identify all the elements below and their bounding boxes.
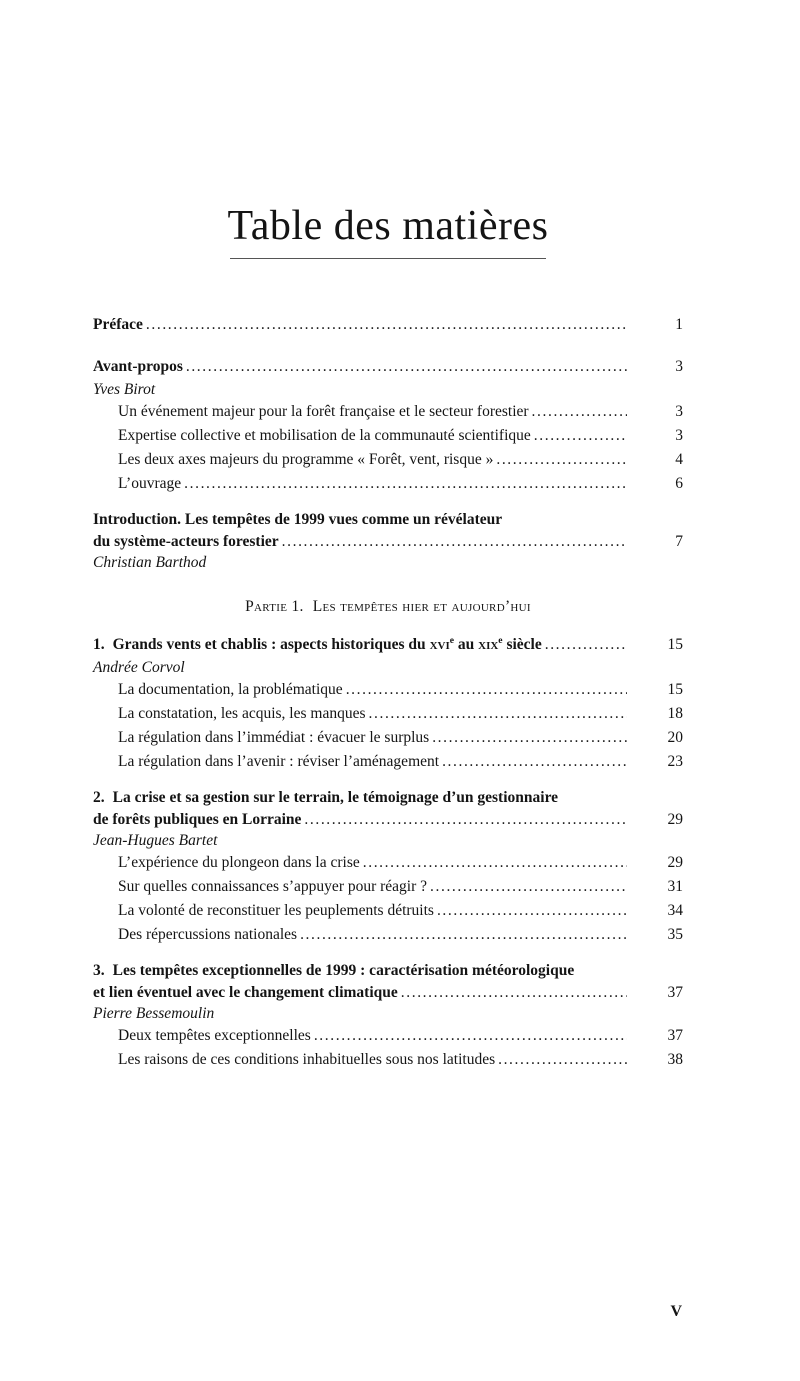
ordinal-superscript: e: [498, 634, 503, 646]
subentry-label: La constatation, les acquis, les manques: [118, 705, 366, 722]
toc-entry-chapter-2-line1: [93, 787, 683, 809]
chapter-title-text: siècle: [502, 636, 542, 653]
chapter-title-text: Grands vents et chablis : aspects historiques du: [112, 636, 430, 653]
toc-subentry: [93, 875, 683, 899]
chapter-title-text: et lien éventuel avec le changement climatique: [93, 983, 398, 1001]
dot-leader: [432, 726, 627, 750]
entry-page-number: 35: [667, 926, 683, 943]
subentry-label: L’ouvrage: [118, 475, 182, 492]
entry-page-number: 6: [675, 475, 683, 492]
page-folio: V: [670, 1303, 682, 1320]
part-label: Partie 1.: [245, 598, 304, 615]
subentry-label: Les deux axes majeurs du programme « Forêt, vent, risque »: [118, 451, 494, 468]
toc-subentry: [93, 424, 683, 448]
subentry-label: L’expérience du plongeon dans la crise: [118, 854, 360, 871]
toc-subentry: [93, 400, 683, 424]
entry-label: Avant-propos: [93, 358, 183, 375]
entry-label: Introduction. Les tempêtes de 1999 vues comme un révélateur: [93, 511, 503, 528]
dot-leader: [496, 448, 627, 472]
toc-subentry: [93, 899, 683, 923]
chapter-number: 1.: [93, 636, 105, 653]
entry-page-number: 29: [667, 810, 683, 828]
toc-subentry: [93, 750, 683, 774]
chapter-number: 2.: [93, 789, 105, 806]
toc-subentry: [93, 726, 683, 750]
subentry-label: Deux tempêtes exceptionnelles: [118, 1027, 311, 1044]
toc-subentry: [93, 1024, 683, 1048]
dot-leader: [498, 1048, 627, 1072]
entry-page-number: 31: [667, 878, 683, 895]
entry-page-number: 34: [667, 902, 683, 919]
entry-page-number: 37: [667, 1027, 683, 1044]
title-underline-rule: [230, 258, 546, 259]
chapter-title: [93, 633, 542, 657]
toc-page: [0, 203, 800, 1320]
toc-entry-chapter-2-line2: [93, 809, 683, 831]
entry-page-number: 29: [667, 854, 683, 871]
dot-leader: [545, 633, 627, 657]
toc-entry-preface: [93, 313, 683, 337]
entry-page-number: 18: [667, 705, 683, 722]
toc-entry-chapter-3-line2: [93, 982, 683, 1004]
chapter-title-text: Les tempêtes exceptionnelles de 1999 : caractérisation météorologique: [112, 962, 575, 979]
chapter-number: 3.: [93, 962, 105, 979]
author-line: [93, 657, 683, 678]
toc-entry-chapter-3-line1: [93, 960, 683, 982]
entry-page-number: 15: [667, 636, 683, 653]
chapter-title-text: de forêts publiques en Lorraine: [93, 810, 302, 828]
toc-subentry: [93, 472, 683, 496]
entry-page-number: 3: [675, 358, 683, 375]
chapter-title-text: au: [454, 636, 479, 653]
dot-leader: [532, 400, 627, 424]
dot-leader: [369, 702, 627, 726]
chapter-title: [93, 787, 558, 809]
subentry-label: Les raisons de ces conditions inhabituelles sous nos latitudes: [118, 1051, 496, 1068]
entry-page-number: 20: [667, 729, 683, 746]
subentry-label: Sur quelles connaissances s’appuyer pour réagir ?: [118, 878, 428, 895]
author-name: Andrée Corvol: [93, 659, 185, 676]
page-title: Table des matières: [227, 203, 549, 249]
entry-page-number: 1: [675, 316, 683, 333]
dot-leader: [442, 750, 627, 774]
toc-subentry: [93, 851, 683, 875]
toc-subentry: [93, 1048, 683, 1072]
toc-entry-introduction-line2: [93, 531, 683, 553]
toc-entry-chapter-1: [93, 633, 683, 657]
dot-leader: [363, 851, 627, 875]
subentry-label: Des répercussions nationales: [118, 926, 298, 943]
toc-subentry: [93, 678, 683, 702]
author-name: Christian Barthod: [93, 554, 207, 571]
dot-leader: [314, 1024, 627, 1048]
entry-page-number: 4: [675, 451, 683, 468]
toc-entry-avant-propos: [93, 355, 683, 379]
entry-page-number: 3: [675, 403, 683, 420]
dot-leader: [401, 982, 627, 1004]
toc-entry-introduction-line1: [93, 509, 683, 531]
dot-leader: [282, 531, 627, 553]
chapter-title: [93, 960, 574, 982]
subentry-label: La régulation dans l’immédiat : évacuer le surplus: [118, 729, 430, 746]
entry-page-number: 38: [667, 1051, 683, 1068]
author-line: [93, 552, 683, 573]
toc-content: [93, 313, 683, 1072]
author-name: Yves Birot: [93, 381, 156, 398]
subentry-label: Un événement majeur pour la forêt française et le secteur forestier: [118, 403, 529, 420]
roman-numeral: xvi: [429, 636, 450, 653]
entry-page-number: 3: [675, 427, 683, 444]
part-heading: [93, 596, 683, 618]
author-line: [93, 1003, 683, 1024]
entry-page-number: 37: [667, 983, 683, 1001]
dot-leader: [430, 875, 627, 899]
subentry-label: La régulation dans l’avenir : réviser l’aménagement: [118, 753, 440, 770]
entry-page-number: 15: [667, 681, 683, 698]
dot-leader: [300, 923, 627, 947]
toc-subentry: [93, 702, 683, 726]
entry-page-number: 7: [675, 532, 683, 550]
dot-leader: [534, 424, 627, 448]
subentry-label: Expertise collective et mobilisation de la communauté scientifique: [118, 427, 531, 444]
dot-leader: [186, 355, 627, 379]
ordinal-superscript: e: [449, 634, 454, 646]
toc-subentry: [93, 923, 683, 947]
dot-leader: [346, 678, 627, 702]
entry-label: Préface: [93, 316, 143, 333]
dot-leader: [184, 472, 627, 496]
dot-leader: [146, 313, 627, 337]
chapter-title-text: La crise et sa gestion sur le terrain, le témoignage d’un gestionnaire: [112, 789, 559, 806]
toc-subentry: [93, 448, 683, 472]
entry-label: du système-acteurs forestier: [93, 532, 279, 550]
author-name: Pierre Bessemoulin: [93, 1005, 215, 1022]
roman-numeral: xix: [478, 636, 499, 653]
author-line: [93, 830, 683, 851]
part-title: Les tempêtes hier et aujourd’hui: [312, 598, 531, 615]
author-name: Jean-Hugues Bartet: [93, 832, 218, 849]
dot-leader: [437, 899, 627, 923]
author-line: [93, 379, 683, 400]
dot-leader: [304, 809, 627, 831]
entry-page-number: 23: [667, 753, 683, 770]
subentry-label: La volonté de reconstituer les peuplements détruits: [118, 902, 434, 919]
subentry-label: La documentation, la problématique: [118, 681, 343, 698]
